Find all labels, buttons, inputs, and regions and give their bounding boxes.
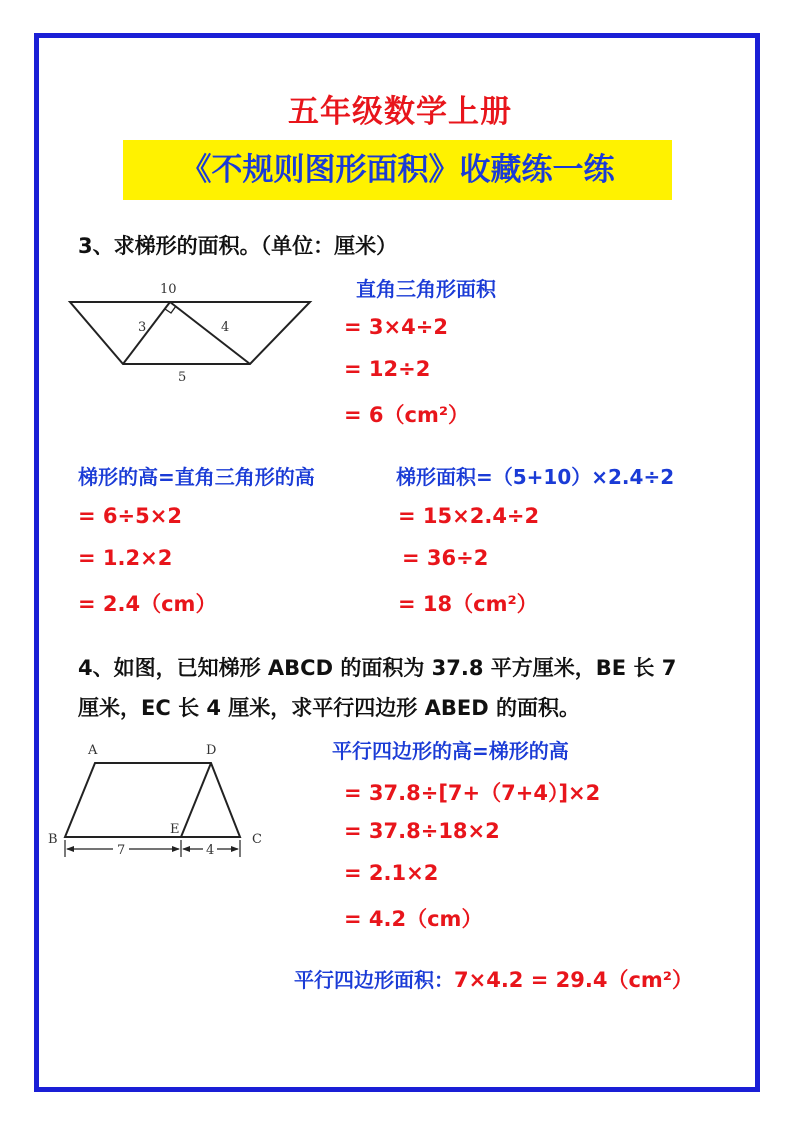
q4-height-heading: 平行四边形的高=梯形的高: [332, 739, 569, 763]
label-top: 10: [160, 282, 177, 297]
q3-question: 3、求梯形的面积。（单位：厘米）: [78, 234, 398, 258]
label-left-leg: 3: [138, 320, 147, 335]
q3-tri-step-2: = 12÷2: [344, 357, 431, 381]
q4-height-step-2: = 37.8÷18×2: [344, 819, 500, 843]
q3-area-step-3: = 18（cm²）: [398, 592, 538, 616]
q4-question-line-2: 厘米，EC 长 4 厘米，求平行四边形 ABED 的面积。: [78, 696, 580, 720]
q3-height-step-1: = 6÷5×2: [78, 504, 182, 528]
q4-final-value: 7×4.2 = 29.4（cm²）: [454, 968, 693, 992]
q4-height-step-4: = 4.2（cm）: [344, 907, 483, 931]
q3-height-step-2: = 1.2×2: [78, 546, 173, 570]
q3-area-heading: 梯形面积=（5+10）×2.4÷2: [396, 465, 675, 489]
page-title: 五年级数学上册: [288, 94, 512, 130]
label-bottom: 5: [178, 370, 187, 385]
arrow-b: [66, 846, 74, 852]
label-d: D: [206, 743, 217, 758]
label-b: B: [48, 832, 58, 847]
arrow-e-left: [172, 846, 180, 852]
q3-tri-heading: 直角三角形面积: [356, 277, 496, 301]
label-right-leg: 4: [221, 320, 230, 335]
label-ec: 4: [206, 843, 215, 858]
label-c: C: [252, 832, 262, 847]
q4-height-step-1: = 37.8÷[7+（7+4）]×2: [344, 781, 601, 805]
trapezoid-abcd: [65, 763, 240, 837]
label-a: A: [88, 743, 98, 758]
q3-height-heading: 梯形的高=直角三角形的高: [78, 465, 315, 489]
page-subtitle: 《不规则图形面积》收藏练一练: [123, 140, 672, 200]
q4-height-step-3: = 2.1×2: [344, 861, 439, 885]
q3-height-step-3: = 2.4（cm）: [78, 592, 217, 616]
q4-final-answer: [294, 964, 693, 994]
q4-question-line-1: 4、如图，已知梯形 ABCD 的面积为 37.8 平方厘米，BE 长 7: [78, 656, 677, 680]
arrow-e-right: [182, 846, 190, 852]
q3-tri-step-1: = 3×4÷2: [344, 315, 448, 339]
label-e: E: [170, 822, 180, 837]
arrow-c: [231, 846, 239, 852]
segment-de: [181, 763, 211, 837]
q3-tri-step-3: = 6（cm²）: [344, 403, 470, 427]
q3-area-step-2: = 36÷2: [402, 546, 489, 570]
q4-final-label: 平行四边形面积：: [294, 968, 454, 992]
q3-area-step-1: = 15×2.4÷2: [398, 504, 540, 528]
label-be: 7: [117, 843, 126, 858]
